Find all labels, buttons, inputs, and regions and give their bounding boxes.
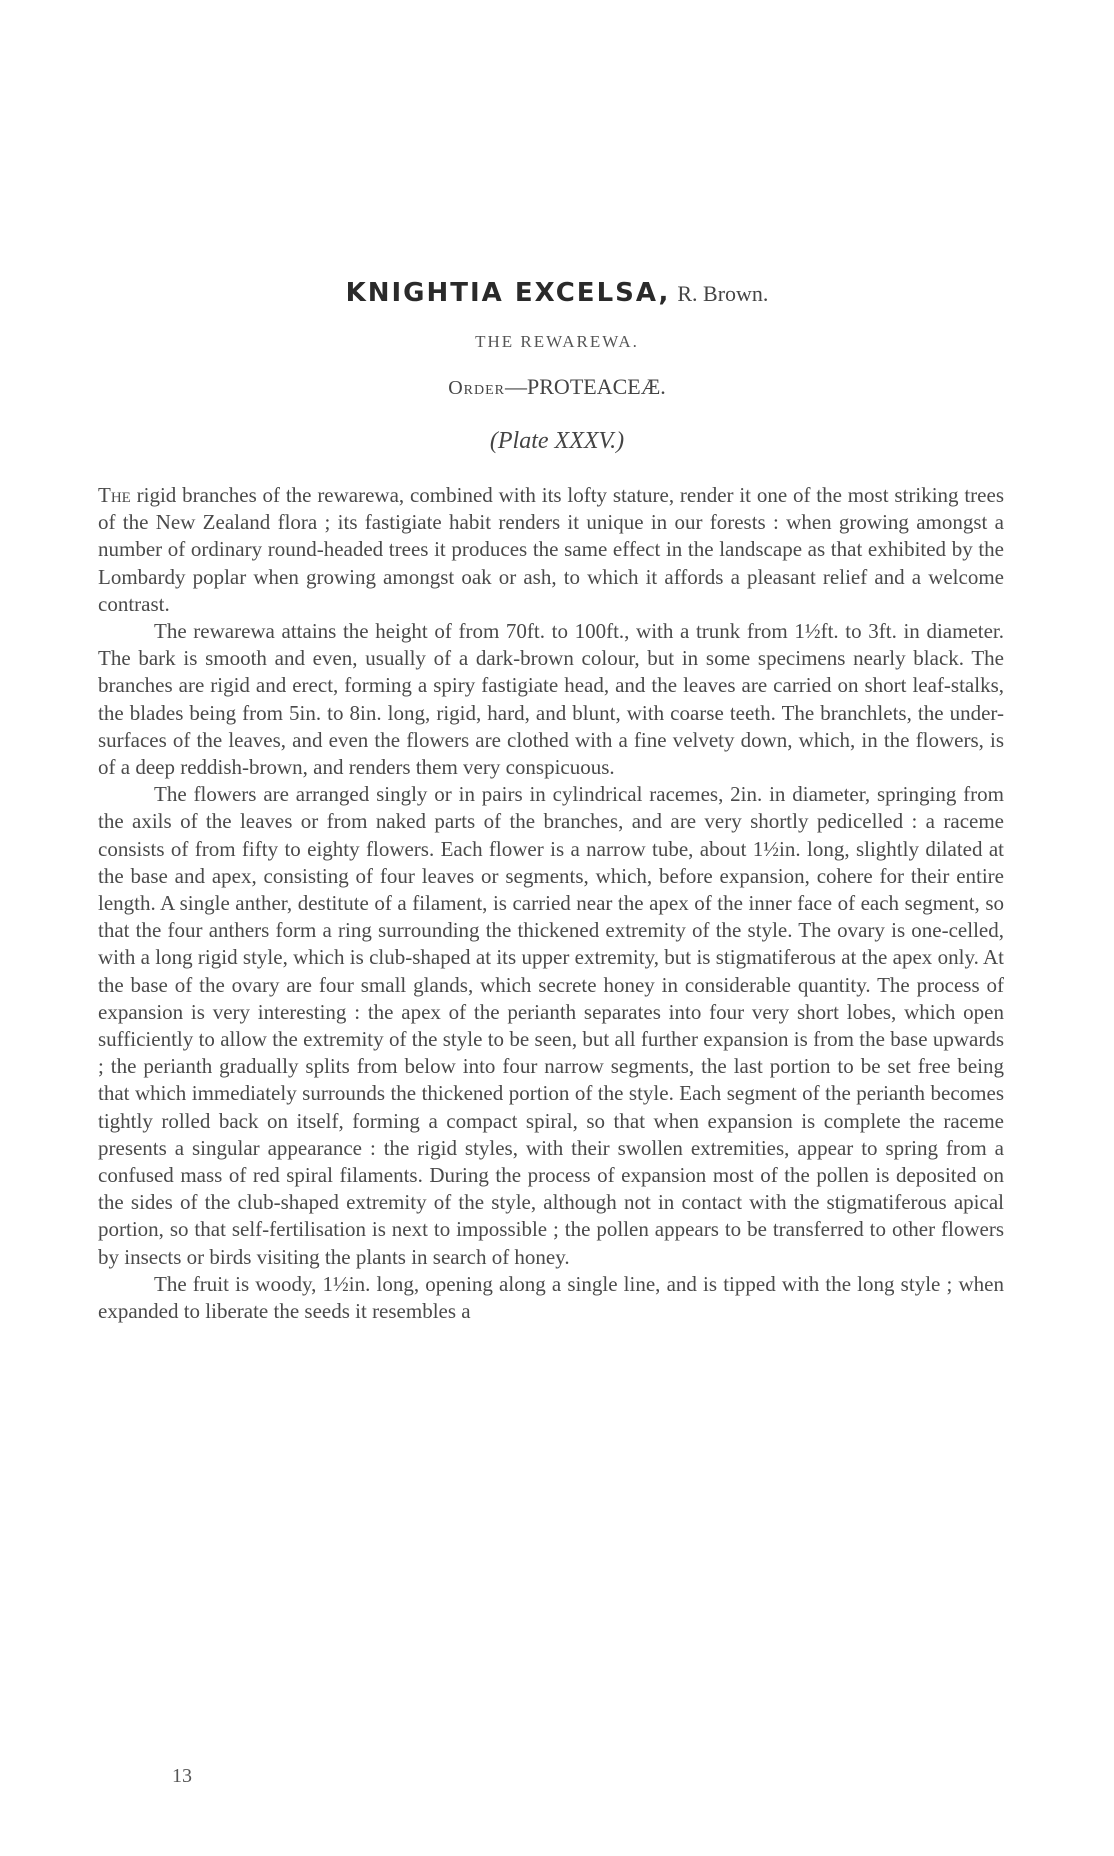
- paragraph-4: The fruit is woody, 1½in. long, opening along a single line, and is tipped with the long style ; when expanded to liberate the seeds it resembles a: [98, 1271, 1004, 1324]
- paragraph-2: The rewarewa attains the height of from 70ft. to 100ft., with a trunk from 1½ft. to 3ft. in diameter. The bark is smooth and even, usually of a dark-brown colour, but in some specimens nearly black. The branches are rigid and erect, forming a spiry fastigiate head, and the leaves are carried on short leaf-stalks, the blades being from 5in. to 8in. long, rigid, hard, and blunt, with coarse teeth. The branchlets, the under-surfaces of the leaves, and even the flowers are clothed with a fine velvety down, which, in the flowers, is of a deep reddish-brown, and renders them very conspicuous.: [98, 619, 1004, 780]
- paragraph-lead: The: [98, 483, 131, 507]
- plate-reference: (Plate XXXV.): [489, 428, 625, 454]
- order-label: Order: [448, 377, 506, 399]
- order-separator: —: [505, 374, 528, 399]
- common-name: THE REWAREWA.: [475, 332, 639, 351]
- signature-mark: 13: [172, 1765, 192, 1787]
- species-name: KNIGHTIA EXCELSA,: [345, 278, 671, 308]
- species-author: R. Brown.: [677, 281, 769, 306]
- paragraph-3: The flowers are arranged singly or in pairs in cylindrical racemes, 2in. in diameter, springing from the axils of the leaves or from naked parts of the branches, and are very shortly pedicelled : a raceme consists of from fifty to eighty flowers. Each flower is a narrow tube, about 1½in. long, slightly dilated at the base and apex, consisting of four leaves or segments, which, before expansion, cohere for their entire length. A single anther, destitute of a filament, is carried near the apex of the inner face of each segment, so that the four anthers form a ring surrounding the thickened extremity of the style. The ovary is one-celled, with a long rigid style, which is club-shaped at its upper extremity, but is stigmatiferous at the apex only. At the base of the ovary are four small glands, which secrete honey in considerable quantity. The process of expansion is very interesting : the apex of the perianth separates into four very short lobes, which open sufficiently to allow the extremity of the style to be seen, but all further expansion is from the base upwards ; the perianth gradually splits from below into four narrow segments, the last portion to be set free being that which immediately surrounds the thickened portion of the style. Each segment of the perianth becomes tightly rolled back on itself, forming a compact spiral, so that when expansion is complete the raceme presents a singular appearance : the rigid styles, with their swollen extremities, appear to spring from a confused mass of red spiral filaments. During the process of expansion most of the pollen is deposited on the sides of the club-shaped extremity of the style, although not in contact with the stigmatiferous apical portion, so that self-fertilisation is next to impossible ; the pollen appears to be transferred to other flowers by insects or birds visiting the plants in search of honey.: [98, 782, 1004, 1269]
- paragraph-text: rigid branches of the rewarewa, combined with its lofty stature, render it one of the most striking trees of the New Zealand flora ; its fastigiate habit renders it unique in our forests : when growing amongst a number of ordinary round-headed trees it produces the same effect in the landscape as that exhibited by the Lombardy poplar when growing amongst oak or ash, to which it affords a pleasant relief and a welcome contrast.: [98, 483, 1004, 616]
- body-text: [98, 482, 1004, 1325]
- species-title-line: [0, 276, 1114, 311]
- order-value: PROTEACEÆ.: [527, 374, 666, 399]
- order-line: [0, 374, 1114, 400]
- paragraph-1: [98, 482, 1004, 618]
